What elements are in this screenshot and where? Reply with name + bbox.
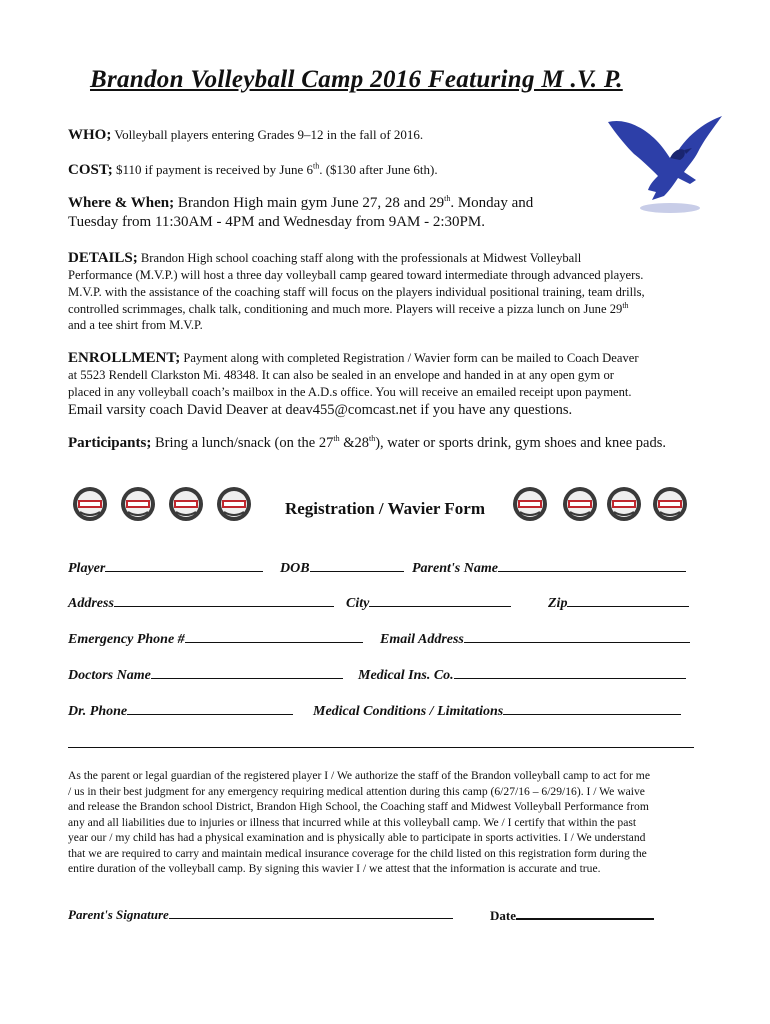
details-line3: M.V.P. with the assistance of the coaching staff will focus on the players individual positional training, team drills, xyxy=(68,285,645,299)
doctors-name-label: Doctors Name xyxy=(68,668,151,683)
where-text-b: . Monday and xyxy=(450,195,534,211)
doctors-name-field[interactable] xyxy=(151,664,343,679)
dob-field[interactable] xyxy=(310,557,404,572)
doctors-name-row xyxy=(68,664,343,684)
parents-signature-label: Parent's Signature xyxy=(68,907,169,922)
participants-sup1: th xyxy=(333,434,340,444)
email-address-row xyxy=(380,628,690,648)
email-address-field[interactable] xyxy=(464,628,690,643)
waiver-text xyxy=(68,768,708,877)
details-line5: and a tee shirt from M.V.P. xyxy=(68,318,203,332)
dob-row xyxy=(280,557,404,577)
details-label: DETAILS; xyxy=(68,250,138,266)
address-row xyxy=(68,592,334,612)
participants-text-b: &28 xyxy=(339,435,369,451)
dob-label: DOB xyxy=(280,561,310,576)
medical-ins-label: Medical Ins. Co. xyxy=(358,668,454,683)
waiver-line: As the parent or legal guardian of the registered player I / We authorize the staff of the Brandon volleyball camp to act for me xyxy=(68,769,650,782)
medical-conditions-field[interactable] xyxy=(503,700,681,715)
address-field[interactable] xyxy=(114,592,334,607)
form-title: Registration / Wavier Form xyxy=(284,499,486,518)
zip-row xyxy=(548,592,689,612)
enroll-line3: placed in any volleyball coach’s mailbox in the A.D.s office. You will receive an emailed receipt upon payment. xyxy=(68,385,632,399)
dr-phone-label: Dr. Phone xyxy=(68,704,128,719)
cost-sup: th xyxy=(312,161,320,171)
where-line2: Tuesday from 11:30AM - 4PM and Wednesday from 9AM - 2:30PM. xyxy=(68,214,485,230)
who-row xyxy=(68,126,423,144)
participants-sup2: th xyxy=(368,434,376,444)
waiver-line: any and all liabilities due to injuries or illness that incurred while at this volleyball camp. We / I certify that within the past xyxy=(68,815,637,829)
city-label: City xyxy=(346,596,370,611)
where-sup: th xyxy=(444,194,451,203)
player-field[interactable] xyxy=(105,557,263,572)
emergency-phone-row xyxy=(68,628,363,648)
cost-row xyxy=(68,161,438,179)
medical-conditions-row xyxy=(313,700,681,720)
city-row xyxy=(346,592,511,612)
cost-text: $110 if payment is received by June 6 xyxy=(115,162,313,177)
waiver-line: and release the Brandon school District, Brandon High School, the Coaching staff and Midwest Volleyball Performance from xyxy=(68,800,649,813)
participants-text-c: ), water or sports drink, gym shoes and knee pads. xyxy=(375,435,666,451)
eagle-logo xyxy=(604,110,734,218)
details-line4-text: controlled scrimmages, chalk talk, conditioning and much more. Players will receive a pizza lunch on June 29 xyxy=(68,302,623,316)
participants-row xyxy=(68,433,666,453)
city-field[interactable] xyxy=(369,592,511,607)
dr-phone-field[interactable] xyxy=(127,700,293,715)
who-text: Volleyball players entering Grades 9–12 in the fall of 2016. xyxy=(114,127,424,142)
medical-ins-row xyxy=(358,664,686,684)
who-label: WHO; xyxy=(68,127,112,143)
enroll-line4: Email varsity coach David Deaver at deav455@comcast.net if you have any questions. xyxy=(68,402,573,418)
waiver-line: entire duration of the volleyball camp. By signing this wavier I / we attest that the information is accurate and true. xyxy=(68,862,601,875)
medical-ins-field[interactable] xyxy=(454,664,686,679)
parents-name-label: Parent's Name xyxy=(412,561,498,576)
medical-conditions-extra-line[interactable] xyxy=(68,747,694,748)
zip-label: Zip xyxy=(548,596,568,611)
enroll-label: ENROLLMENT; xyxy=(68,350,181,366)
parents-name-row xyxy=(412,557,686,577)
participants-text: Bring a lunch/snack (on the 27 xyxy=(154,435,334,451)
parents-signature-row xyxy=(68,904,453,923)
emergency-phone-label: Emergency Phone # xyxy=(68,632,185,647)
dr-phone-row xyxy=(68,700,293,720)
player-row xyxy=(68,557,263,577)
details-line4 xyxy=(68,301,629,318)
date-field[interactable] xyxy=(516,904,654,920)
where-row xyxy=(68,193,533,213)
cost-text-b: . ($130 after June 6th). xyxy=(319,162,438,177)
parents-signature-field[interactable] xyxy=(169,904,453,919)
details-line2: Performance (M.V.P.) will host a three day volleyball camp geared toward intermediate through advanced players. xyxy=(68,268,644,282)
date-row xyxy=(490,904,654,924)
enroll-line1: Payment along with completed Registration / Wavier form can be mailed to Coach Deaver xyxy=(183,351,639,365)
where-label: Where & When; xyxy=(68,195,175,211)
details-row xyxy=(68,250,581,267)
where-text: Brandon High main gym June 27, 28 and 29 xyxy=(177,195,445,211)
waiver-line: that we are required to carry and maintain medical insurance coverage for the child listed on this registration form during the xyxy=(68,846,647,860)
waiver-line: / us in their best judgment for any emergency requiring medical attention during this camp (6/27/16 – 6/29/16). I / We waive xyxy=(68,784,645,798)
page-title: Brandon Volleyball Camp 2016 Featuring M .V. P. xyxy=(90,66,623,93)
address-label: Address xyxy=(68,596,114,611)
details-line1: Brandon High school coaching staff along with the professionals at Midwest Volleyball xyxy=(140,251,582,265)
parents-name-field[interactable] xyxy=(498,557,686,572)
participants-label: Participants; xyxy=(68,435,152,451)
player-label: Player xyxy=(68,561,106,576)
date-label: Date xyxy=(490,908,516,923)
details-sup: th xyxy=(622,300,629,310)
enroll-line2: at 5523 Rendell Clarkston Mi. 48348. It can also be sealed in an envelope and handed in at any open gym or xyxy=(68,368,614,382)
emergency-phone-field[interactable] xyxy=(185,628,363,643)
cost-label: COST; xyxy=(68,162,113,178)
email-address-label: Email Address xyxy=(380,632,464,647)
medical-conditions-label: Medical Conditions / Limitations xyxy=(313,704,504,719)
enroll-row xyxy=(68,350,639,367)
zip-field[interactable] xyxy=(567,592,689,607)
waiver-line: year our / my child has had a physical examination and is physically able to participate in sports activities. I / We understand xyxy=(68,831,646,844)
